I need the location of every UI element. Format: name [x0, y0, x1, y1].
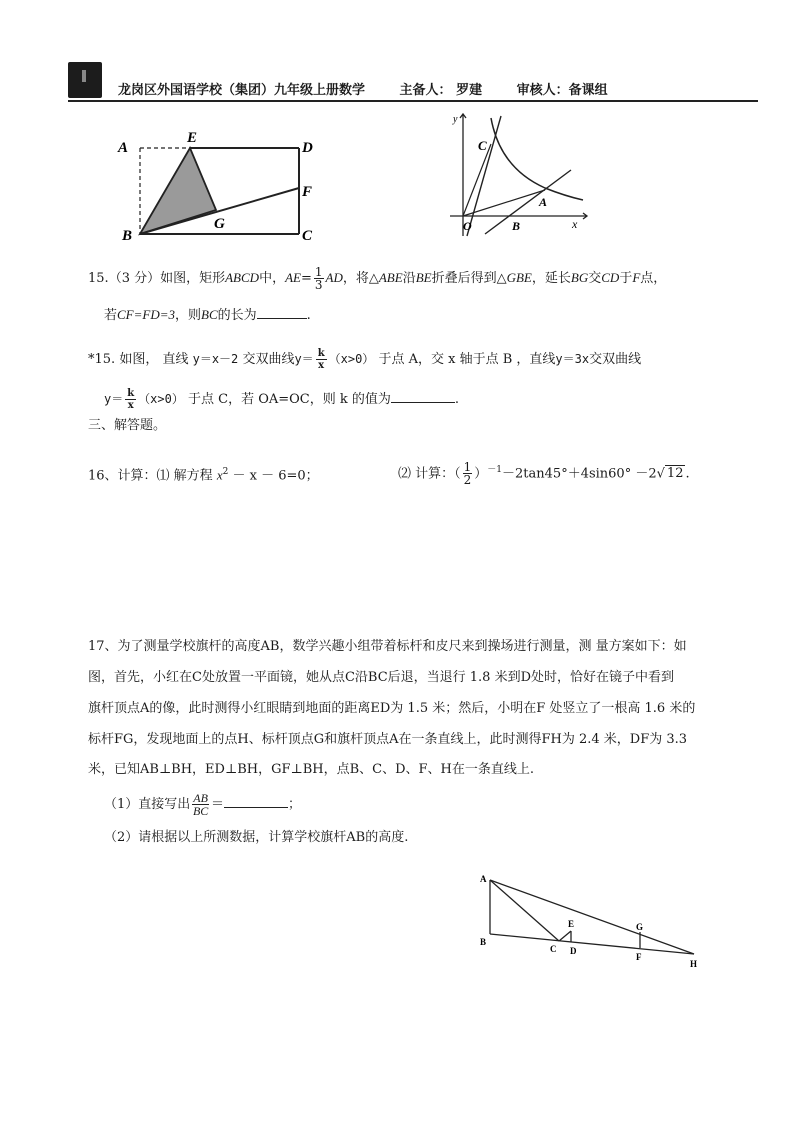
question-17-line1: 17、为了测量学校旗杆的高度AB，数学兴趣小组带着标杆和皮尺来到操场进行测量，测 量方案如下：如 [88, 639, 687, 654]
question-16-part1: 16、计算：⑴ 解方程 $x^2 - x - 6=0$； [88, 467, 319, 484]
label-a: A [118, 140, 129, 156]
question-15-line1: 15.（3 分）如图，矩形ABCD中，AE= $\frac{1}{3}$ AD，将△ABE沿BE折叠后得到△GBE，延长BG交CD于F点， [88, 265, 667, 292]
header-divider [68, 100, 758, 102]
label-e: E [568, 919, 575, 929]
segment-oc [463, 144, 491, 216]
answer-blank-15b[interactable] [391, 388, 455, 403]
badge-mark [82, 70, 86, 82]
label-d: D [570, 946, 577, 956]
label-c: C [550, 944, 557, 954]
question-17-sub2: （2）请根据以上所测数据，计算学校旗杆AB的高度. [104, 830, 409, 845]
label-c-point: C [478, 138, 487, 153]
page-header [118, 79, 616, 98]
triangle-gbe-shaded [140, 148, 216, 234]
fraction-k-over-x: $\frac{k}{x}$ [317, 348, 325, 371]
header-reviewer: 审核人：备课组 [516, 83, 608, 98]
line-y-3x [467, 116, 501, 236]
question-17-line5: 米，已知AB⊥BH，ED⊥BH，GF⊥BH，点B、C、D、F、H在一条直线上. [88, 762, 535, 777]
label-d: D [302, 140, 313, 156]
label-a-point: A [539, 195, 548, 209]
fraction-one-half: $\frac{1}{2}$ [463, 460, 472, 488]
fraction-k-over-x-2: $\frac{k}{x}$ [127, 388, 135, 411]
section-3-heading: 三、解答题。 [88, 418, 167, 433]
label-x-axis: x [572, 217, 578, 231]
question-17-sub1: （1）直接写出 $\frac{AB}{BC}$ ＝ ； [104, 791, 301, 818]
label-c: C [302, 228, 313, 244]
flagpole-figure [476, 870, 706, 975]
label-a: A [480, 874, 487, 884]
label-origin: O [463, 219, 472, 233]
line-y-x-minus-2 [485, 170, 571, 234]
label-y-axis: y [453, 114, 458, 125]
segment-oa [463, 190, 548, 216]
question-15b-line1: *15. 如图， 直线 y＝x－2 交双曲线y＝ $\frac{k}{x} (x>0)$ 于点 A，交 x 轴于点 B ，直线y＝3x交双曲线 [88, 348, 642, 371]
label-f: F [302, 184, 313, 200]
label-f: F [636, 952, 642, 962]
label-g: G [636, 922, 644, 932]
question-15b-line2: y＝ $\frac{k}{x} (x>0)$ 于点 C，若 OA=OC，则 k 的值为 . [104, 388, 460, 411]
hyperbola-curve [491, 118, 583, 200]
label-b: B [480, 937, 487, 947]
header-school: 龙岗区外国语学校（集团）九年级上册数学 [118, 83, 366, 98]
header-preparer: 主备人： 罗建 [399, 83, 483, 98]
segment-ce [559, 931, 571, 941]
question-17-line3: 旗杆顶点A的像，此时测得小红眼睛到地面的距离ED为 1.5 米；然后，小明在F 处竖立了一根高 1.6 米的 [88, 701, 696, 716]
segment-ac [490, 880, 559, 941]
question-17-line2: 图，首先，小红在C处放置一平面镜，她从点C沿BC后退，当退行 1.8 米到D处时，恰好在镜子中看到 [88, 670, 674, 685]
sightline-ah [490, 880, 694, 954]
answer-blank-17-1[interactable] [224, 793, 288, 808]
label-b: B [122, 228, 133, 244]
label-e: E [187, 130, 198, 146]
hyperbola-graph-figure [445, 108, 595, 238]
question-15-line2: 若CF=FD=3，则BC的长为 . [104, 304, 311, 326]
question-16-part2: ⑵ 计算：（ $\frac{1}{2}$ ）$^{-1}$－2tan45°＋4sin60° －2√ 12 . [398, 460, 690, 488]
question-17-line4: 标杆FG，发现地面上的点H、标杆顶点G和旗杆顶点A在一条直线上，此时测得FH为 2.4 米，DF为 3.3 [88, 732, 688, 747]
answer-blank-15[interactable] [257, 304, 307, 319]
fraction-one-third: $\frac{1}{3}$ [314, 265, 323, 292]
rectangle-fold-figure [110, 128, 330, 246]
sqrt-icon: √ [656, 466, 665, 482]
label-h: H [690, 959, 698, 969]
fraction-ab-over-bc: $\frac{AB}{BC}$ [192, 791, 209, 818]
label-g: G [214, 216, 225, 232]
ground-line-bh [490, 934, 694, 954]
label-b-point: B [512, 219, 521, 233]
